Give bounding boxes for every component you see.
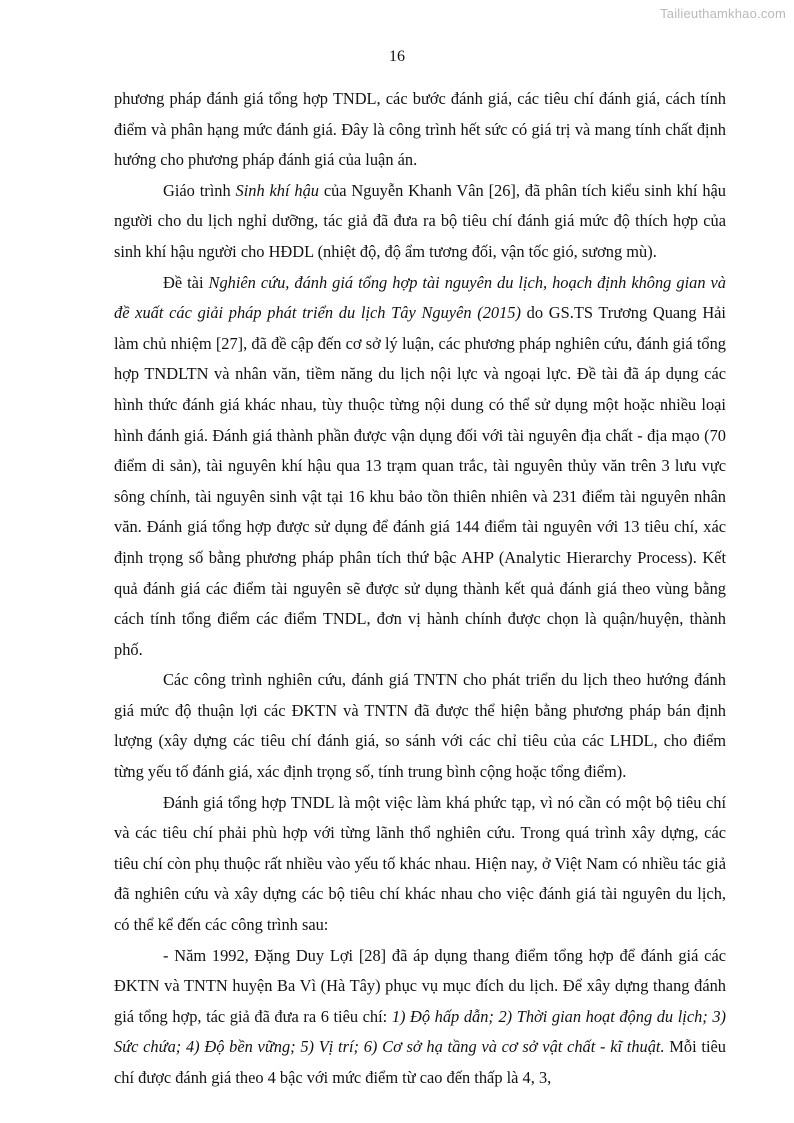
watermark: Tailieuthamkhao.com: [660, 6, 786, 21]
paragraph: [114, 788, 726, 941]
paragraph-text: Mỗi tiêu chí được đánh giá theo 4 bậc với mức điểm từ cao đến thấp là 4, 3,: [114, 1037, 726, 1087]
paragraph: [114, 665, 726, 787]
paragraph: [114, 84, 726, 176]
paragraph-text: - Năm 1992, Đặng Duy Lợi [28] đã áp dụng thang điểm tổng hợp để đánh giá các ĐKTN và TNTN huyện Ba Vì (Hà Tây) phục vụ mục đích du lịch. Để xây dựng thang đánh giá tổng hợp, tác giả đã đưa ra 6 tiêu chí:: [114, 945, 726, 1026]
document-body: [114, 84, 726, 1094]
book-title: Sinh khí hậu: [235, 180, 319, 200]
project-title: Nghiên cứu, đánh giá tổng hợp tài nguyên du lịch, hoạch định không gian và đề xuất các giải pháp phát triển du lịch Tây Nguyên (2015): [114, 272, 726, 323]
criteria-list: 1) Độ hấp dẫn; 2) Thời gian hoạt động du lịch; 3) Sức chứa; 4) Độ bền vững; 5) Vị trí; 6) Cơ sở hạ tầng và cơ sở vật chất - kĩ thuật.: [114, 1006, 726, 1057]
page-number: 16: [389, 48, 405, 65]
paragraph-text: Đánh giá tổng hợp TNDL là một việc làm khá phức tạp, vì nó cần có một bộ tiêu chí và các tiêu chí phải phù hợp với từng lãnh thổ nghiên cứu. Trong quá trình xây dựng, các tiêu chí còn phụ thuộc rất nhiều vào yếu tố khác nhau. Hiện nay, ở Việt Nam có nhiều tác giả đã nghiên cứu và xây dựng các bộ tiêu chí khác nhau cho việc đánh giá tài nguyên du lịch, có thể kể đến các công trình sau:: [114, 792, 726, 935]
paragraph: [114, 268, 726, 666]
paragraph-text: Đề tài: [163, 272, 209, 292]
paragraph-text: do GS.TS Trương Quang Hải làm chủ nhiệm [27], đã đề cập đến cơ sở lý luận, các phương pháp nghiên cứu, đánh giá tổng hợp TNDLTN và nhân văn, tiềm năng du lịch nội lực và ngoại lực. Đề tài đã áp dụng các hình thức đánh giá khác nhau, tùy thuộc từng nội dung có thể sử dụng một hoặc nhiều loại hình đánh giá. Đánh giá thành phần được vận dụng đối với tài nguyên địa chất - địa mạo (70 điểm di sản), tài nguyên khí hậu qua 13 trạm quan trắc, tài nguyên thủy văn trên 3 lưu vực sông chính, tài nguyên sinh vật tại 16 khu bảo tồn thiên nhiên và 231 điểm tài nguyên nhân văn. Đánh giá tổng hợp được sử dụng để đánh giá 144 điểm tài nguyên với 13 tiêu chí, xác định trọng số bằng phương pháp phân tích thứ bậc AHP (Analytic Hierarchy Process). Kết quả đánh giá các điểm tài nguyên sẽ được sử dụng thành kết quả đánh giá theo vùng bằng cách tính tổng điểm các điểm TNDL, đơn vị hành chính được chọn là quận/huyện, thành phố.: [114, 303, 726, 659]
paragraph-text: phương pháp đánh giá tổng hợp TNDL, các bước đánh giá, các tiêu chí đánh giá, cách tính điểm và phân hạng mức đánh giá. Đây là công trình hết sức có giá trị và mang tính chất định hướng cho phương pháp đánh giá của luận án.: [114, 89, 726, 170]
paragraph-text: của Nguyễn Khanh Vân [26], đã phân tích kiểu sinh khí hậu người cho du lịch nghỉ dưỡng, tác giả đã đưa ra bộ tiêu chí đánh giá mức độ thích hợp của sinh khí hậu người cho HĐDL (nhiệt độ, độ ẩm tương đối, vận tốc gió, sương mù).: [114, 180, 726, 261]
paragraph: [114, 941, 726, 1094]
paragraph-text: Các công trình nghiên cứu, đánh giá TNTN cho phát triển du lịch theo hướng đánh giá mức độ thuận lợi các ĐKTN và TNTN đã được thể hiện bằng phương pháp bán định lượng (xây dựng các tiêu chí đánh giá, so sánh với các chỉ tiêu của các LHDL, cho điểm từng yếu tố đánh giá, xác định trọng số, tính trung bình cộng hoặc tổng điểm).: [114, 670, 726, 782]
paragraph-text: Giáo trình: [163, 180, 236, 200]
paragraph: [114, 176, 726, 268]
